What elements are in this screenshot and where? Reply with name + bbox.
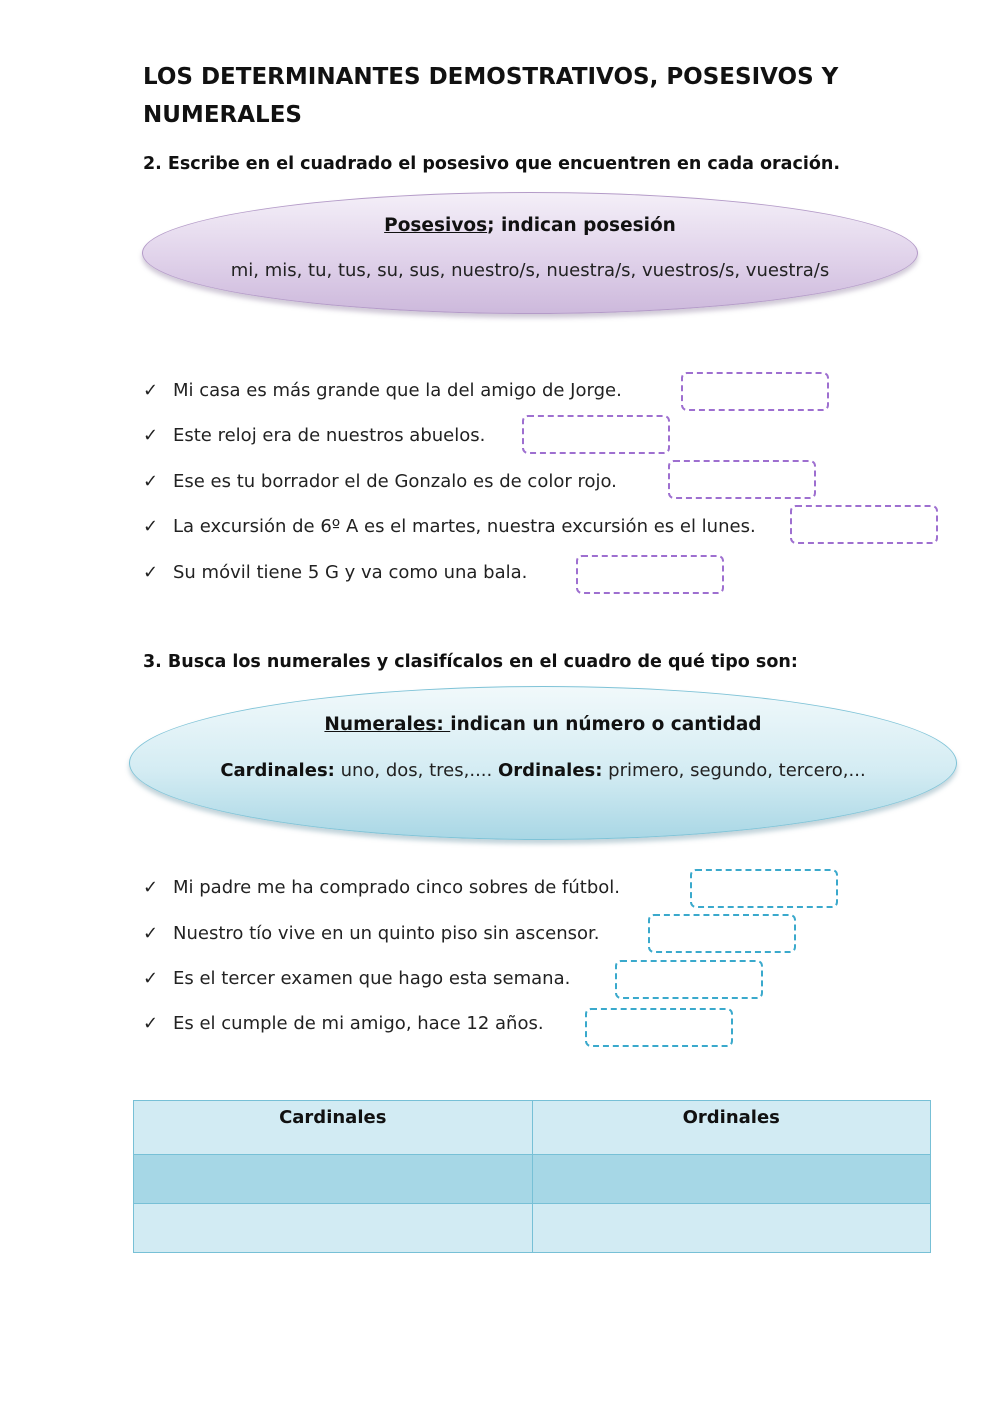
ordinales-label: Ordinales:: [497, 760, 603, 781]
answer-box-possessive-5[interactable]: [576, 555, 724, 594]
list-item: [143, 379, 622, 403]
posesivos-heading-rest: ; indican posesión: [487, 215, 676, 236]
table-cell-cardinales[interactable]: [134, 1204, 533, 1253]
numerales-types: [130, 760, 956, 781]
answer-box-possessive-3[interactable]: [668, 460, 816, 499]
check-icon: ✓: [143, 877, 159, 898]
list-item: [143, 515, 756, 539]
section3-instruction: 3. Busca los numerales y clasifícalos en el cuadro de qué tipo son:: [143, 652, 798, 672]
list-item: [143, 424, 485, 448]
posesivos-info-ellipse: [142, 192, 918, 314]
check-icon: ✓: [143, 1013, 159, 1034]
check-icon: ✓: [143, 516, 159, 537]
answer-box-possessive-1[interactable]: [681, 372, 829, 411]
answer-box-numeral-4[interactable]: [585, 1008, 733, 1047]
numerales-heading-rest: indican un número o cantidad: [450, 714, 762, 735]
answer-box-possessive-4[interactable]: [790, 505, 938, 544]
numerales-info-ellipse: [129, 686, 957, 840]
list-item: [143, 470, 617, 494]
sentence-text: Su móvil tiene 5 G y va como una bala.: [173, 562, 528, 583]
numerales-heading-underlined: Numerales:: [324, 714, 451, 735]
sentence-text: Mi casa es más grande que la del amigo de Jorge.: [173, 380, 622, 401]
column-header-ordinales: Ordinales: [532, 1101, 931, 1155]
cardinales-examples: uno, dos, tres,....: [334, 760, 498, 781]
check-icon: ✓: [143, 380, 159, 401]
posesivos-list: mi, mis, tu, tus, su, sus, nuestro/s, nuestra/s, vuestros/s, vuestra/s: [230, 260, 830, 281]
check-icon: ✓: [143, 425, 159, 446]
check-icon: ✓: [143, 968, 159, 989]
list-item: [143, 876, 620, 900]
sentence-text: Ese es tu borrador el de Gonzalo es de color rojo.: [173, 471, 617, 492]
page-title: LOS DETERMINANTES DEMOSTRATIVOS, POSESIVOS Y NUMERALES: [143, 64, 839, 128]
check-icon: ✓: [143, 471, 159, 492]
check-icon: ✓: [143, 562, 159, 583]
sentence-text: Mi padre me ha comprado cinco sobres de fútbol.: [173, 877, 621, 898]
cardinales-label: Cardinales:: [220, 760, 335, 781]
column-header-cardinales: Cardinales: [134, 1101, 533, 1155]
table-row: [134, 1204, 931, 1253]
ordinales-examples: primero, segundo, tercero,...: [602, 760, 866, 781]
sentence-text: Es el tercer examen que hago esta semana.: [173, 968, 571, 989]
section2-instruction: 2. Escribe en el cuadrado el posesivo que encuentren en cada oración.: [143, 154, 840, 174]
table-cell-cardinales[interactable]: [134, 1155, 533, 1204]
numerales-heading: [130, 714, 956, 735]
classification-table: [133, 1100, 931, 1253]
answer-box-numeral-2[interactable]: [648, 914, 796, 953]
posesivos-heading-underlined: Posesivos: [384, 215, 488, 236]
list-item: [143, 561, 527, 585]
answer-box-numeral-3[interactable]: [615, 960, 763, 999]
answer-box-numeral-1[interactable]: [690, 869, 838, 908]
table-cell-ordinales[interactable]: [532, 1204, 931, 1253]
answer-box-possessive-2[interactable]: [522, 415, 670, 454]
sentence-text: Es el cumple de mi amigo, hace 12 años.: [173, 1013, 544, 1034]
list-item: [143, 967, 570, 991]
list-item: [143, 1012, 544, 1036]
check-icon: ✓: [143, 923, 159, 944]
list-item: [143, 922, 600, 946]
table-cell-ordinales[interactable]: [532, 1155, 931, 1204]
sentence-text: Este reloj era de nuestros abuelos.: [173, 425, 486, 446]
table-row: [134, 1155, 931, 1204]
sentence-text: Nuestro tío vive en un quinto piso sin ascensor.: [173, 923, 600, 944]
posesivos-heading: [143, 215, 917, 236]
sentence-text: La excursión de 6º A es el martes, nuestra excursión es el lunes.: [173, 516, 756, 537]
table-header-row: [134, 1101, 931, 1155]
